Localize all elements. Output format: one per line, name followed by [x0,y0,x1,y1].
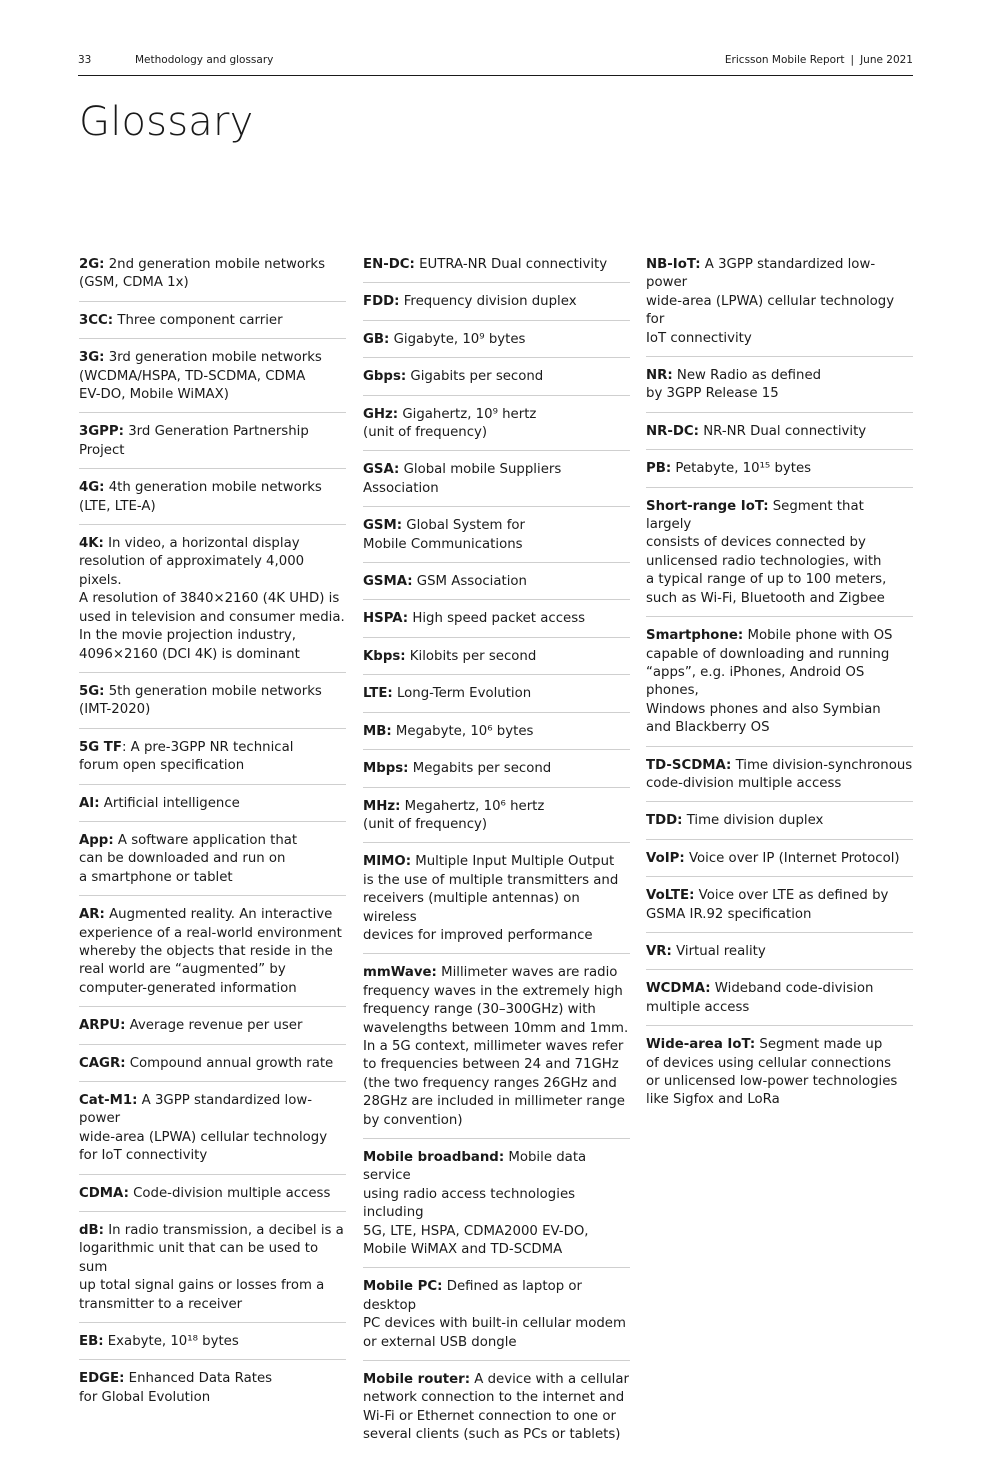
glossary-definition: 3rd generation mobile networks (WCDMA/HSPA, TD-SCDMA, CDMA EV-DO, Mobile WiMAX) [79,350,322,403]
glossary-definition: Global System for Mobile Communications [363,518,526,552]
glossary-entry [363,609,630,637]
glossary-definition: 3rd Generation Partnership Project [79,424,309,458]
glossary-definition: Megabits per second [408,761,552,777]
glossary-entry [79,1054,346,1082]
glossary-term: mmWave: [363,965,437,981]
glossary-term: GHz: [363,406,399,422]
glossary-definition: Petabyte, 10¹⁵ bytes [671,461,812,477]
glossary-term: HSPA: [363,611,409,627]
glossary-term: NR: [646,368,673,384]
glossary-entry [79,311,346,339]
glossary-definition: Kilobits per second [405,648,537,664]
glossary-definition: Time division duplex [682,813,824,829]
glossary-definition: Mobile data service using radio access technologies including 5G, LTE, HSPA, CDMA2000 EV-DO, Mobile WiMAX and TD-SCDMA [363,1150,589,1258]
glossary-entry [646,942,913,970]
glossary-term: EN-DC: [363,257,415,272]
report-date: June 2021 [860,54,913,66]
glossary-entry [363,460,630,507]
glossary-term: Wide-area IoT: [646,1037,756,1053]
glossary-term: Smartphone: [646,628,744,644]
glossary-definition: Segment made up of devices using cellular connections or unlicensed low-power technologies like Sigfox and LoRa [646,1037,898,1108]
glossary-entry [646,422,913,450]
glossary-entry [79,738,346,785]
glossary-entry [363,759,630,787]
glossary-definition: Virtual reality [671,943,766,959]
glossary-definition: Wideband code-division multiple access [646,981,874,1015]
glossary-term: CDMA: [79,1185,129,1201]
glossary-entry [363,292,630,320]
glossary-entry [79,1091,346,1175]
glossary-definition: : A pre-3GPP NR technical forum open specification [79,739,294,774]
glossary-entry [363,367,630,395]
glossary-column-3 [646,255,913,1127]
glossary-entry [363,516,630,563]
glossary-entry [646,459,913,487]
glossary-entry [363,1370,630,1453]
glossary-entry [79,478,346,525]
glossary-term: AI: [79,795,100,811]
glossary-term: VoIP: [646,850,685,866]
glossary-definition: Multiple Input Multiple Output is the use of multiple transmitters and receivers (multiple antennas) on wireless devices for improved performance [363,854,619,943]
glossary-entry [646,255,913,357]
glossary-definition: A device with a cellular network connection to the internet and Wi-Fi or Ethernet connection to one or several clients (such as PCs or tablets) [363,1372,629,1443]
glossary-entry [646,886,913,933]
glossary-column-1 [79,255,346,1424]
glossary-entry [363,963,630,1139]
glossary-entry [646,497,913,617]
glossary-entry [646,626,913,746]
glossary-entry [79,534,346,673]
glossary-entry [79,1369,346,1415]
glossary-entry [363,255,630,283]
glossary-term: AR: [79,907,105,923]
glossary-term: Kbps: [363,648,406,664]
report-info [725,54,913,66]
glossary-definition: A software application that can be downloaded and run on a smartphone or tablet [79,832,298,885]
glossary-term: dB: [79,1223,104,1239]
glossary-definition: EUTRA-NR Dual connectivity [414,257,608,272]
glossary-definition: Enhanced Data Rates for Global Evolution [79,1371,273,1405]
glossary-entry [79,682,346,729]
glossary-definition: Voice over LTE as defined by GSMA IR.92 specification [646,888,889,922]
glossary-term: 5G: [79,683,105,699]
glossary-entry [646,979,913,1026]
glossary-entry [79,1016,346,1044]
glossary-definition: Defined as laptop or desktop PC devices with built-in cellular modem or external USB dongle [363,1279,626,1350]
glossary-definition: Megahertz, 10⁶ hertz (unit of frequency) [363,798,545,832]
glossary-term: GSMA: [363,574,413,590]
glossary-entry [79,905,346,1007]
glossary-entry [646,811,913,839]
page-number: 33 [78,54,92,66]
glossary-definition: 5th generation mobile networks (IMT-2020) [79,683,322,718]
glossary-entry [79,255,346,302]
glossary-term: VR: [646,943,672,959]
glossary-term: Mobile router: [363,1372,471,1388]
glossary-definition: NR-NR Dual connectivity [699,423,867,439]
glossary-definition: Frequency division duplex [399,294,577,310]
glossary-definition: A 3GPP standardized low-power wide-area (LPWA) cellular technology for IoT connectivity [79,1093,328,1164]
glossary-entry [363,1277,630,1361]
glossary-term: Mbps: [363,761,409,777]
glossary-term: Cat-M1: [79,1093,138,1108]
glossary-term: PB: [646,461,672,477]
glossary-term: EDGE: [79,1371,125,1387]
glossary-term: GSM: [363,518,403,534]
report-name: Ericsson Mobile Report [724,54,845,66]
glossary-definition: Millimeter waves are radio frequency waves in the extremely high frequency range (30–300GHz) with wavelengths between 10mm and 1mm. In a 5G context, millimeter waves refer to frequencies between 24 and 71GHz (the two frequency ranges 26GHz and 28GHz are included in millimeter range by convention) [363,965,629,1128]
glossary-definition: New Radio as defined by 3GPP Release 15 [646,368,822,402]
glossary-definition: High speed packet access [408,611,586,627]
glossary-entry [363,1148,630,1268]
glossary-term: ARPU: [79,1018,126,1034]
glossary-definition: In radio transmission, a decibel is a logarithmic unit that can be used to sum up total signal gains or losses from a transmitter to a receiver [79,1223,344,1312]
glossary-entry [363,405,630,452]
glossary-entry [363,572,630,600]
section-title: Methodology and glossary [135,54,274,66]
glossary-definition: Gigahertz, 10⁹ hertz (unit of frequency) [363,406,537,441]
glossary-term: Short-range IoT: [646,498,769,514]
glossary-entry [79,1221,346,1323]
glossary-definition: Mobile phone with OS capable of downloading and running “apps”, e.g. iPhones, Android OS phones, Windows phones and also Symbian and Blackberry OS [646,628,893,736]
glossary-term: 4K: [79,536,104,552]
glossary-term: GSA: [363,462,400,478]
glossary-term: GB: [363,331,390,347]
glossary-term: CAGR: [79,1055,126,1071]
glossary-term: WCDMA: [646,981,711,997]
glossary-column-2 [363,255,630,1462]
glossary-definition: Gigabyte, 10⁹ bytes [389,331,526,347]
glossary-term: 3G: [79,350,105,366]
glossary-definition: 4th generation mobile networks (LTE, LTE-A) [79,480,322,514]
header-separator: | [850,54,855,66]
glossary-entry [363,684,630,712]
page-header [78,53,913,76]
glossary-term: App: [79,832,114,848]
glossary-term: LTE: [363,686,393,702]
glossary-entry [79,831,346,896]
glossary-term: FDD: [363,294,400,310]
glossary-term: MB: [363,723,392,739]
glossary-definition: Megabyte, 10⁶ bytes [391,723,534,739]
glossary-definition: A 3GPP standardized low-power wide-area (LPWA) cellular technology for IoT connectivity [646,257,895,346]
glossary-term: NR-DC: [646,423,699,439]
glossary-definition: Artificial intelligence [99,795,240,811]
glossary-definition: Global mobile Suppliers Association [363,462,562,496]
glossary-definition: Average revenue per user [125,1018,303,1034]
glossary-definition: GSM Association [412,574,527,590]
glossary-term: Mobile PC: [363,1279,443,1295]
glossary-term: 3CC: [79,312,114,328]
glossary-definition: 2nd generation mobile networks (GSM, CDMA 1x) [79,257,326,291]
glossary-definition: Segment that largely consists of devices connected by unlicensed radio technologies, with a typical range of up to 100 meters, such as Wi-Fi, Bluetooth and Zigbee [646,498,887,606]
glossary-term: TDD: [646,813,683,829]
glossary-term: EB: [79,1334,104,1350]
glossary-definition: Long-Term Evolution [392,686,532,702]
glossary-entry [646,849,913,877]
glossary-term: VoLTE: [646,888,695,904]
glossary-term: Mobile broadband: [363,1150,505,1165]
glossary-term: 2G: [79,257,105,272]
glossary-definition: Gigabits per second [406,369,544,385]
glossary-entry [79,348,346,413]
glossary-term: Gbps: [363,369,407,385]
glossary-definition: Time division-synchronous code-division multiple access [646,757,913,791]
glossary-term: 3GPP: [79,424,124,440]
page-title: Glossary [79,99,254,145]
glossary-entry [79,422,346,469]
glossary-term: 4G: [79,480,105,496]
glossary-definition: Augmented reality. An interactive experience of a real-world environment whereby the objects that reside in the real world are “augmented” by computer-generated information [79,907,342,996]
glossary-term: MHz: [363,798,401,814]
glossary-definition: Three component carrier [113,312,283,328]
glossary-entry [363,797,630,844]
glossary-entry [363,722,630,750]
glossary-term: MIMO: [363,854,412,870]
glossary-term: NB-IoT: [646,257,701,272]
glossary-entry [79,1332,346,1360]
glossary-entry [646,756,913,803]
glossary-definition: Exabyte, 10¹⁸ bytes [103,1334,239,1350]
glossary-entry [79,794,346,822]
glossary-definition: Voice over IP (Internet Protocol) [684,850,900,866]
glossary-entry [79,1184,346,1212]
glossary-term: TD-SCDMA: [646,757,732,773]
glossary-entry [646,1035,913,1118]
glossary-entry [363,647,630,675]
glossary-entry [363,852,630,954]
glossary-definition: Code-division multiple access [128,1185,331,1201]
glossary-entry [646,366,913,413]
glossary-term: 5G TF [79,739,122,755]
glossary-definition: In video, a horizontal display resolution of approximately 4,000 pixels. A resolution of 3840×2160 (4K UHD) is used in television and consumer media. In the movie projection industry, 4096×2160 (DCI 4K) is dominant [79,536,345,662]
glossary-entry [363,330,630,358]
glossary-definition: Compound annual growth rate [125,1055,334,1071]
